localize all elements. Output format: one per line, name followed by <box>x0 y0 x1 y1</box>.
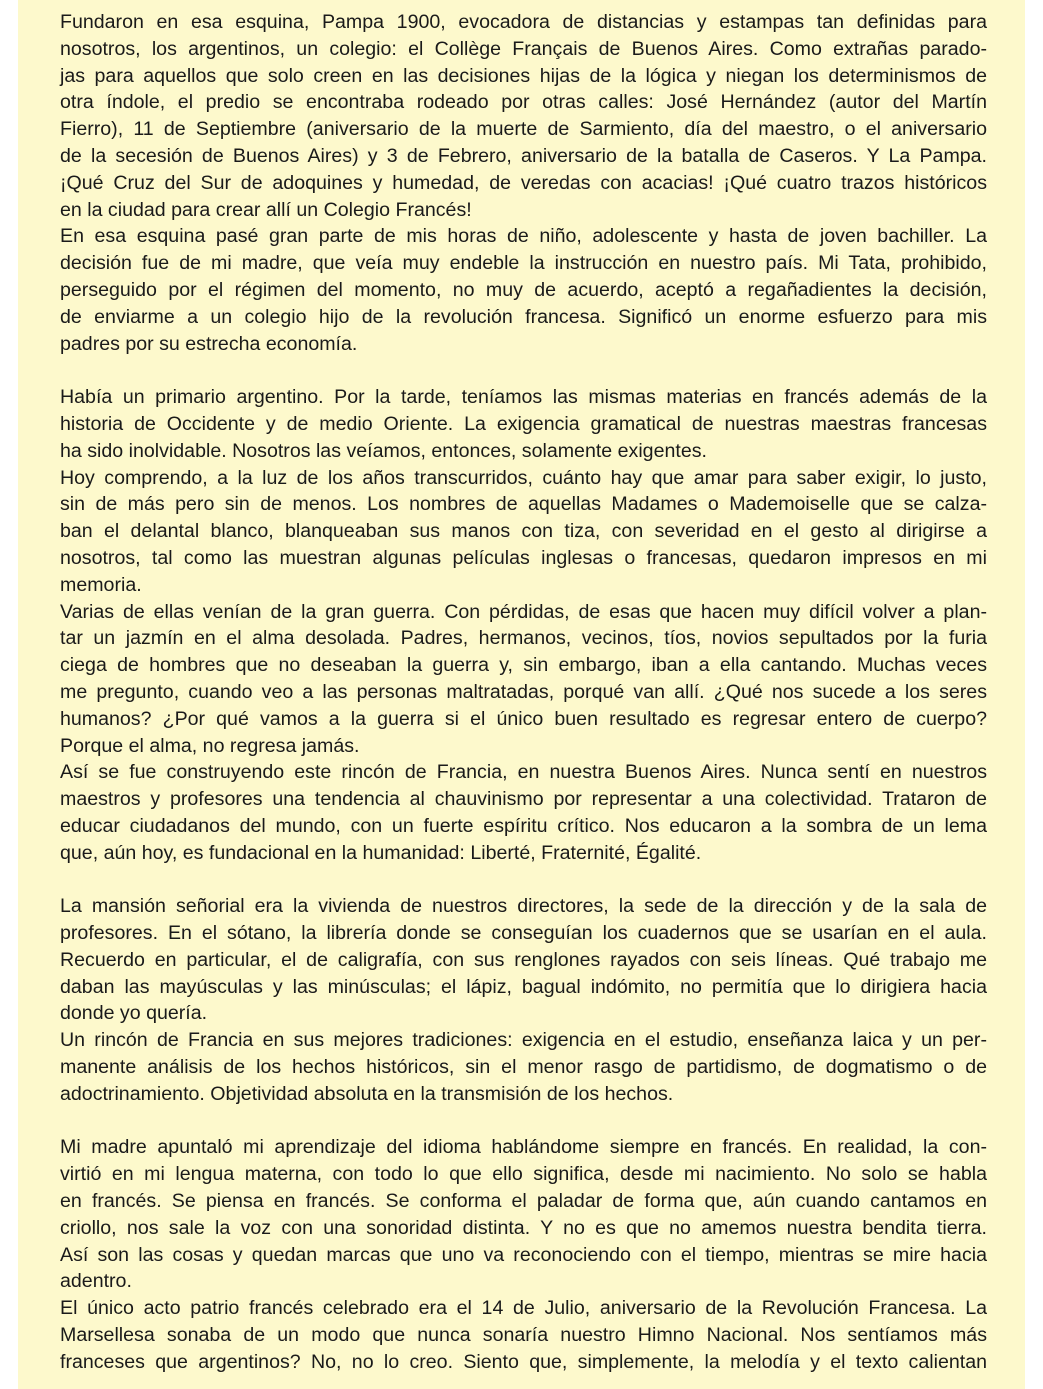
text-line: maestros y profesores una tendencia al chauvinismo por representar a una colectividad. Trataron de <box>60 788 987 811</box>
text-line: memoria. <box>60 573 142 596</box>
text-line: de enviarme a un colegio hijo de la revolución francesa. Significó un enorme esfuerzo para mis <box>60 305 987 328</box>
blank-line <box>60 357 987 384</box>
text-line: daban las mayúsculas y las minúsculas; el lápiz, bagual indómito, no permitía que lo dirigiera hacia <box>60 975 987 998</box>
text-line: nosotros, los argentinos, un colegio: el Collège Français de Buenos Aires. Como extrañas parado- <box>60 37 987 60</box>
text-line: Mi madre apuntaló mi aprendizaje del idioma hablándome siempre en francés. En realidad, la con- <box>60 1136 987 1159</box>
text-line: Así se fue construyendo este rincón de Francia, en nuestra Buenos Aires. Nunca sentí en nuestros <box>60 761 987 784</box>
text-line: Marsellesa sonaba de un modo que nunca sonaría nuestro Himno Nacional. Nos sentíamos más <box>60 1324 987 1347</box>
text-line: En esa esquina pasé gran parte de mis horas de niño, adolescente y hasta de joven bachiller. La <box>60 225 987 248</box>
document-body <box>60 9 987 1376</box>
text-line: de la secesión de Buenos Aires) y 3 de Febrero, aniversario de la batalla de Caseros. Y La Pampa. <box>60 144 987 167</box>
text-line: en francés. Se piensa en francés. Se conforma el paladar de forma que, aún cuando cantamos en <box>60 1190 987 1213</box>
text-line: en la ciudad para crear allí un Colegio Francés! <box>60 198 472 221</box>
text-line: Un rincón de Francia en sus mejores tradiciones: exigencia en el estudio, enseñanza laica y un per- <box>60 1029 987 1052</box>
text-line: Fundaron en esa esquina, Pampa 1900, evocadora de distancias y estampas tan definidas para <box>60 11 987 33</box>
text-line: manente análisis de los hechos históricos, sin el menor rasgo de partidismo, de dogmatismo o de <box>60 1056 987 1079</box>
text-line: Porque el alma, no regresa jamás. <box>60 734 360 757</box>
text-line: Hoy comprendo, a la luz de los años transcurridos, cuánto hay que amar para saber exigir, lo justo, <box>60 466 987 489</box>
text-line: ha sido inolvidable. Nosotros las veíamos, entonces, solamente exigentes. <box>60 439 707 462</box>
text-line: decisión fue de mi madre, que veía muy endeble la instrucción en nuestro país. Mi Tata, prohibido, <box>60 252 987 275</box>
text-line: criollo, nos sale la voz con una sonoridad distinta. Y no es que no amemos nuestra bendita tierra. <box>60 1216 987 1239</box>
text-line: adoctrinamiento. Objetividad absoluta en la transmisión de los hechos. <box>60 1082 674 1105</box>
text-line: sin de más pero sin de menos. Los nombres de aquellas Madames o Mademoiselle que se calza- <box>60 493 987 516</box>
text-line: profesores. En el sótano, la librería donde se conseguían los cuadernos que se usarían en el aula. <box>60 922 987 945</box>
text-line: tar un jazmín en el alma desolada. Padres, hermanos, vecinos, tíos, novios sepultados por la furia <box>60 627 987 650</box>
text-line: donde yo quería. <box>60 1002 208 1025</box>
text-line: perseguido por el régimen del momento, no muy de acuerdo, aceptó a regañadientes la decisión, <box>60 278 987 301</box>
text-line: Así son las cosas y quedan marcas que uno va reconociendo con el tiempo, mientras se mire hacia <box>60 1243 987 1266</box>
text-line: Fierro), 11 de Septiembre (aniversario de la muerte de Sarmiento, día del maestro, o el aniversario <box>60 118 987 141</box>
text-line: Recuerdo en particular, el de caligrafía, con sus renglones rayados con seis líneas. Qué trabajo me <box>60 948 987 971</box>
text-line: Había un primario argentino. Por la tarde, teníamos las mismas materias en francés además de la <box>60 386 987 409</box>
text-line: ciega de hombres que no deseaban la guerra y, sin embargo, iban a ella cantando. Muchas veces <box>60 654 987 677</box>
blank-line <box>60 1108 987 1135</box>
text-line: ¡Qué Cruz del Sur de adoquines y humedad, de veredas con acacias! ¡Qué cuatro trazos históricos <box>60 171 987 194</box>
text-line: nosotros, tal como las muestran algunas películas inglesas o francesas, quedaron impresos en mi <box>60 546 987 569</box>
text-line: El único acto patrio francés celebrado era el 14 de Julio, aniversario de la Revolución Francesa. La <box>60 1297 987 1320</box>
text-line: historia de Occidente y de medio Oriente. La exigencia gramatical de nuestras maestras francesas <box>60 412 987 435</box>
text-line: virtió en mi lengua materna, con todo lo que ello significa, desde mi nacimiento. No solo se habla <box>60 1163 987 1186</box>
text-line: educar ciudadanos del mundo, con un fuerte espíritu crítico. Nos educaron a la sombra de un lema <box>60 814 987 837</box>
text-line: padres por su estrecha economía. <box>60 332 358 355</box>
text-line: Varias de ellas venían de la gran guerra. Con pérdidas, de esas que hacen muy difícil volver a plan- <box>60 600 987 623</box>
document-page <box>18 0 1025 1389</box>
text-line: me pregunto, cuando veo a las personas maltratadas, porqué van allí. ¿Qué nos sucede a los seres <box>60 680 987 703</box>
text-line: que, aún hoy, es fundacional en la humanidad: Liberté, Fraternité, Égalité. <box>60 841 702 864</box>
text-line: adentro. <box>60 1270 132 1293</box>
text-line: ban el delantal blanco, blanqueaban sus manos con tiza, con severidad en el gesto al dirigirse a <box>60 520 987 543</box>
text-line: humanos? ¿Por qué vamos a la guerra si el único buen resultado es regresar entero de cuerpo? <box>60 707 987 730</box>
text-line: otra índole, el predio se encontraba rodeado por otras calles: José Hernández (autor del Martín <box>60 91 987 114</box>
blank-line <box>60 867 987 894</box>
text-line: La mansión señorial era la vivienda de nuestros directores, la sede de la dirección y de la sala de <box>60 895 987 918</box>
text-line: jas para aquellos que solo creen en las decisiones hijas de la lógica y niegan los determinismos de <box>60 64 987 87</box>
text-line: franceses que argentinos? No, no lo creo. Siento que, simplemente, la melodía y el texto calientan <box>60 1350 987 1373</box>
